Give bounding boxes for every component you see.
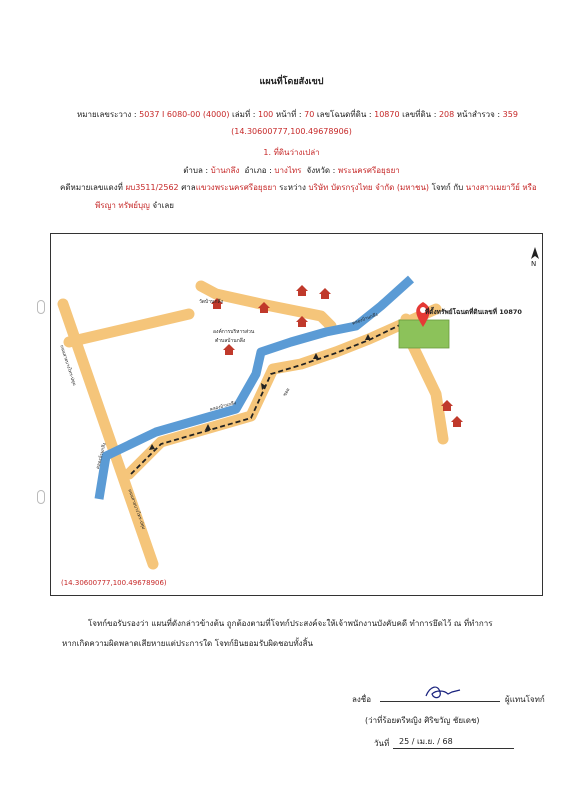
sheet-label: หมายเลขระวาง :	[77, 110, 137, 119]
deed-label: เลขโฉนดที่ดิน :	[316, 110, 372, 119]
temple-label: วัดบ้านกลึง	[199, 299, 223, 305]
survey-value: 359	[502, 110, 518, 119]
map-canvas	[51, 234, 542, 595]
page-value: 70	[304, 110, 315, 119]
binder-hole	[37, 300, 45, 314]
defendant-role: จำเลย	[152, 201, 174, 210]
book-value: 100	[258, 110, 274, 119]
location-map	[50, 233, 543, 596]
statement-line-2: หากเกิดความผิดพลาดเสียหายแต่ประการใด โจทก์ยินยอมรับผิดชอบทั้งสิ้น	[62, 639, 313, 648]
court-name: แขวงพระนครศรีอยุธยา	[195, 183, 277, 192]
court-label: ศาล	[181, 183, 196, 192]
deed-value: 10870	[374, 110, 400, 119]
map-coords: (14.30600777,100.49678906)	[61, 579, 167, 587]
case-number: ผบ3511/2562	[125, 183, 179, 192]
signature-mark	[420, 682, 466, 702]
house-icon	[223, 344, 235, 355]
north-arrow-icon	[531, 247, 539, 259]
plaintiff: บริษัท บัตรกรุงไทย จำกัด (มหาชน)	[308, 183, 430, 192]
road-label-upper: ถนนสายบางไทร-ปทุม	[58, 344, 77, 387]
survey-label: หน้าสำรวจ :	[456, 110, 501, 119]
canal-label-2: คลองบ้านกลึง	[209, 400, 237, 413]
road-label-lower: ถนนสายบางไทร-ปทุม	[126, 488, 146, 531]
statement-line-1: โจทก์ขอรับรองว่า แผนที่ดังกล่าวข้างต้น ถูกต้องตามที่โจทก์ประสงค์จะให้เจ้าพนักงานบังคับคดี ทำการยึดไว้ ณ ที่ทำการ	[88, 619, 493, 628]
north-label: N	[531, 260, 537, 268]
case-line-2	[95, 199, 174, 212]
page-title: แผนที่โดยสังเขป	[259, 77, 324, 87]
district-value: บางไทร	[274, 166, 302, 175]
signatory-name: (ว่าที่ร้อยตรีหญิง ศิริขวัญ ชัยเดช)	[365, 716, 480, 725]
canal-label-3: คลองบ้านกลึง	[351, 312, 379, 327]
house-icon	[319, 288, 331, 299]
subdistrict-value: บ้านกลึง	[210, 166, 240, 175]
signature-role: ผู้แทนโจทก์	[505, 695, 545, 704]
house-icon	[451, 416, 463, 427]
case-label: คดีหมายเลขแดงที่	[60, 183, 123, 192]
date-label: วันที่	[374, 739, 390, 748]
canal-label-1: คลองบ้านกลึง	[95, 442, 108, 470]
binder-hole	[37, 490, 45, 504]
province-label: จังหวัด :	[306, 166, 336, 175]
property-label: ที่ตั้งทรัพย์โฉนดที่ดินเลขที่ 10870	[425, 308, 522, 316]
sign-label: ลงชื่อ	[352, 695, 372, 704]
land-label: เลขที่ดิน :	[402, 110, 437, 119]
lane-label: ซอย	[282, 387, 292, 398]
defendant-line1: นางสาวเมยาวีย์ หรือ	[465, 183, 537, 192]
school-label-2: ตำบลบ้านกลึง	[215, 338, 246, 344]
location-line	[0, 164, 583, 177]
plaintiff-role: โจทก์ กับ	[431, 183, 464, 192]
land-value: 208	[438, 110, 455, 119]
connector-road	[69, 314, 189, 342]
record-coords: (14.30600777,100.49678906)	[231, 127, 352, 136]
land-type: 1. ที่ดินว่างเปล่า	[263, 148, 320, 157]
canal	[99, 279, 411, 499]
sheet-value: 5037 I 6080-00 (4000)	[139, 110, 230, 119]
province-value: พระนครศรีอยุธยา	[337, 166, 400, 175]
subdistrict-label: ตำบล :	[183, 166, 209, 175]
between-label: ระหว่าง	[279, 183, 306, 192]
page-label: หน้าที่ :	[275, 110, 302, 119]
book-label: เล่มที่ :	[232, 110, 256, 119]
district-label: อำเภอ :	[244, 166, 272, 175]
record-line	[77, 108, 518, 121]
defendant-line2: พีรญา ทรัพย์บุญ	[95, 201, 150, 210]
school-label-1: องค์การบริหารส่วน	[213, 329, 255, 335]
date-value: 25 / เม.ย. / 68	[393, 735, 514, 749]
house-icon	[296, 285, 308, 296]
case-line-1	[60, 181, 537, 194]
